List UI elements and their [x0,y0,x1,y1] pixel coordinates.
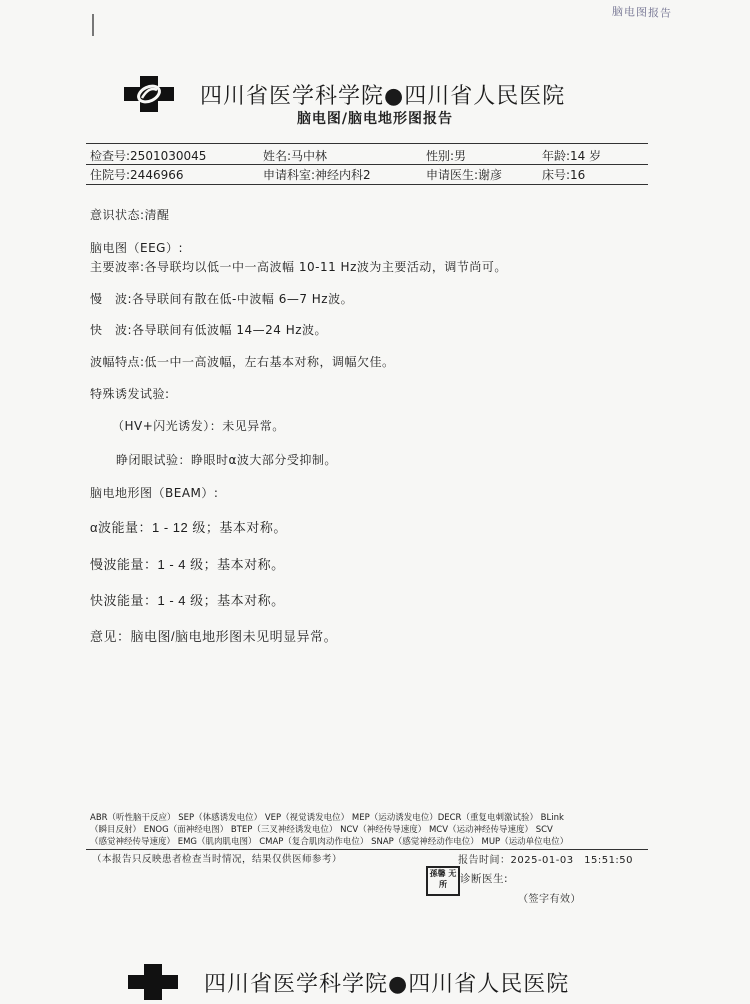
dominant-rhythm: 主要波率:各导联均以低一中一高波幅 10-11 Hz波为主要活动，调节尚可。 [90,260,507,274]
hospital-name [204,967,569,998]
hospital-name-left: 四川省医学科学院 [204,971,389,997]
opinion: 意见：脑电图/脑电地形图未见明显异常。 [90,629,338,644]
hospital-logo-icon [128,964,178,1000]
eyes-open-closed-result: 睁闭眼试验：睁眼时α波大部分受抑制。 [116,453,337,467]
patient-info-row-1 [86,145,648,165]
bed-number: 床号:16 [542,168,586,182]
slow-wave-energy: 慢波能量：1 - 4 级；基本对称。 [90,557,285,572]
abbreviation-legend [90,812,650,848]
admission-number: 住院号:2446966 [90,168,184,182]
abbreviation-line: ABR（听性脑干反应） SEP（体感诱发电位） VEP（视觉诱发电位） MEP（运动诱发电位）DECR（重复电刺激试验） BLink [90,813,564,823]
diagnosing-doctor-label: 诊断医生: [460,873,509,885]
hospital-logo-icon [124,76,174,112]
next-page-header-fragment [128,964,569,1004]
hospital-name-right: 四川省人民医院 [404,83,566,109]
requesting-department: 申请科室:神经内科2 [263,168,371,182]
disclaimer: （本报告只反映患者检查当时情况，结果仅供医师参考） [92,854,343,865]
patient-info-row-2 [86,164,648,184]
pen-mark [92,14,94,36]
fast-wave-energy: 快波能量：1 - 4 级；基本对称。 [90,593,285,608]
report-title: 脑电图/脑电地形图报告 [296,111,454,127]
patient-name: 姓名:马中林 [263,149,328,163]
consciousness-state: 意识状态:清醒 [90,208,170,222]
eeg-heading: 脑电图（EEG）: [90,241,184,255]
patient-sex: 性别:男 [426,149,467,163]
slow-waves: 慢 波:各导联间有散在低-中波幅 6—7 Hz波。 [90,292,354,306]
beam-heading: 脑电地形图（BEAM）: [90,486,219,500]
fast-waves: 快 波:各导联间有低波幅 14—24 Hz波。 [90,323,328,337]
alpha-energy: α波能量：1 - 12 级；基本对称。 [90,520,287,535]
signature-note: （签字有效） [518,894,581,905]
footer-rule [86,849,648,850]
abbreviation-line: （感觉神经传导速度） EMG（肌肉肌电图） CMAP（复合肌肉动作电位） SNAP（感觉神经动作电位） MUP（运动单位电位） [90,837,569,847]
hospital-name [200,79,565,110]
hospital-name-left: 四川省医学科学院 [200,83,385,109]
amplitude-features: 波幅特点:低一中一高波幅，左右基本对称，调幅欠佳。 [90,355,395,369]
bullet-separator: ● [388,971,409,997]
handwritten-note: 脑电图报告 [611,4,673,21]
report-time: 报告时间：2025-01-03 15:51:50 [458,855,634,866]
hospital-name-right: 四川省人民医院 [408,971,570,997]
requesting-doctor: 申请医生:谢彦 [426,168,503,182]
table-top-rule [86,143,648,144]
exam-number: 检查号:2501030045 [90,149,207,163]
patient-age: 年龄:14 岁 [542,149,602,163]
doctor-seal: 孫馨 无所 [426,866,460,896]
abbreviation-line: （瞬目反射） ENOG（面神经电图） BTEP（三叉神经诱发电位） NCV（神经传导速度） MCV（运动神经传导速度） SCV [90,825,553,835]
bullet-separator: ● [384,83,405,109]
table-bottom-rule [86,184,648,185]
hv-photic-result: （HV+闪光诱发）：未见异常。 [112,419,285,433]
special-tests-heading: 特殊诱发试验: [90,387,170,401]
